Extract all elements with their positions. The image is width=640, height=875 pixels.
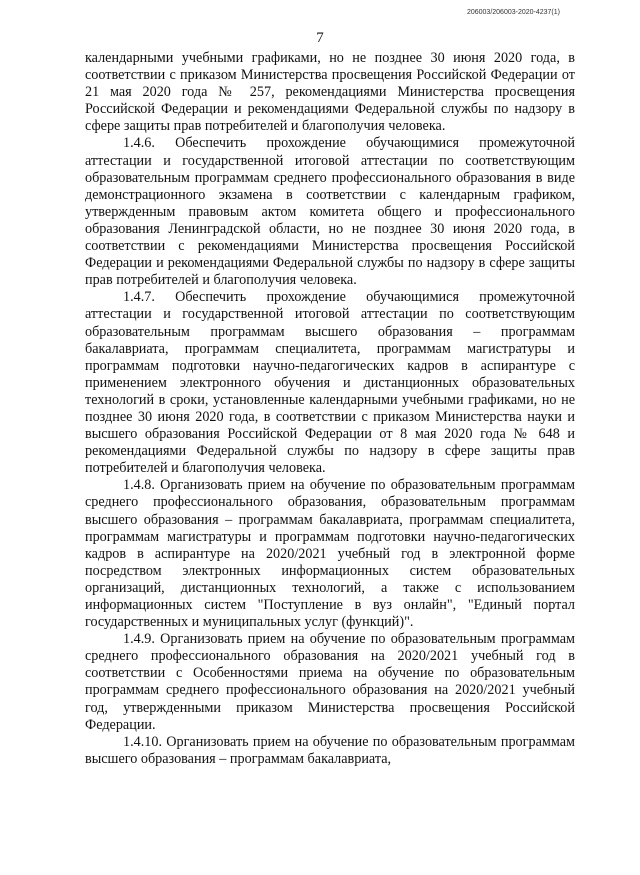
document-id: 206003/206003-2020-4237(1) xyxy=(466,9,560,16)
paragraph-1-4-10: 1.4.10. Организовать прием на обучение по образовательным программам высшего образования – программам бакалавриата, xyxy=(85,733,575,767)
paragraph-1-4-8: 1.4.8. Организовать прием на обучение по образовательным программам среднего профессионального образования, образовательным программам высшего образования – программам бакалавриата, программам специалитета, программам магистратуры и программам подготовки научно-педагогических кадров в аспирантуре на 2020/2021 учебный год в электронной форме посредством электронных информационных систем образовательных организаций, дистанционных технологий, а также с использованием информационных систем "Поступление в вуз онлайн", "Единый портал государственных и муниципальных услуг (функций)". xyxy=(85,477,575,631)
page-number: 7 xyxy=(316,30,324,46)
paragraph-1-4-6: 1.4.6. Обеспечить прохождение обучающимися промежуточной аттестации и государственной итоговой аттестации по соответствующим образовательным программам среднего профессионального образования в виде демонстрационного экзамена в соответствии с календарным графиком, утвержденным правовым актом комитета общего и профессионального образования Ленинградской области, но не позднее 30 июня 2020 года, в соответствии с рекомендациями Министерства просвещения Российской Федерации и рекомендациями Федеральной службы по надзору в сфере защиты прав потребителей и благополучия человека. xyxy=(85,135,575,289)
document-body xyxy=(85,50,575,768)
paragraph-1-4-9: 1.4.9. Организовать прием на обучение по образовательным программам среднего профессионального образования на 2020/2021 учебный год в соответствии с Особенностями приема на обучение по образовательным программам среднего профессионального образования на 2020/2021 учебный год, утвержденными приказом Министерства просвещения Российской Федерации. xyxy=(85,631,575,733)
paragraph-continuation: календарными учебными графиками, но не позднее 30 июня 2020 года, в соответствии с приказом Министерства просвещения Российской Федерации от 21 мая 2020 года № 257, рекомендациями Министерства просвещения Российской Федерации и рекомендациями Федеральной службы по надзору в сфере защиты прав потребителей и благополучия человека. xyxy=(85,50,575,135)
paragraph-1-4-7: 1.4.7. Обеспечить прохождение обучающимися промежуточной аттестации и государственной итоговой аттестации по соответствующим образовательным программам высшего образования – программам бакалавриата, программам специалитета, программам магистратуры и программам подготовки научно-педагогических кадров в аспирантуре с применением электронного обучения и дистанционных образовательных технологий в сроки, установленные календарными учебными графиками, но не позднее 30 июня 2020 года, в соответствии с приказом Министерства науки и высшего образования Российской Федерации от 8 мая 2020 года № 648 и рекомендациями Федеральной службы по надзору в сфере защиты прав потребителей и благополучия человека. xyxy=(85,289,575,477)
